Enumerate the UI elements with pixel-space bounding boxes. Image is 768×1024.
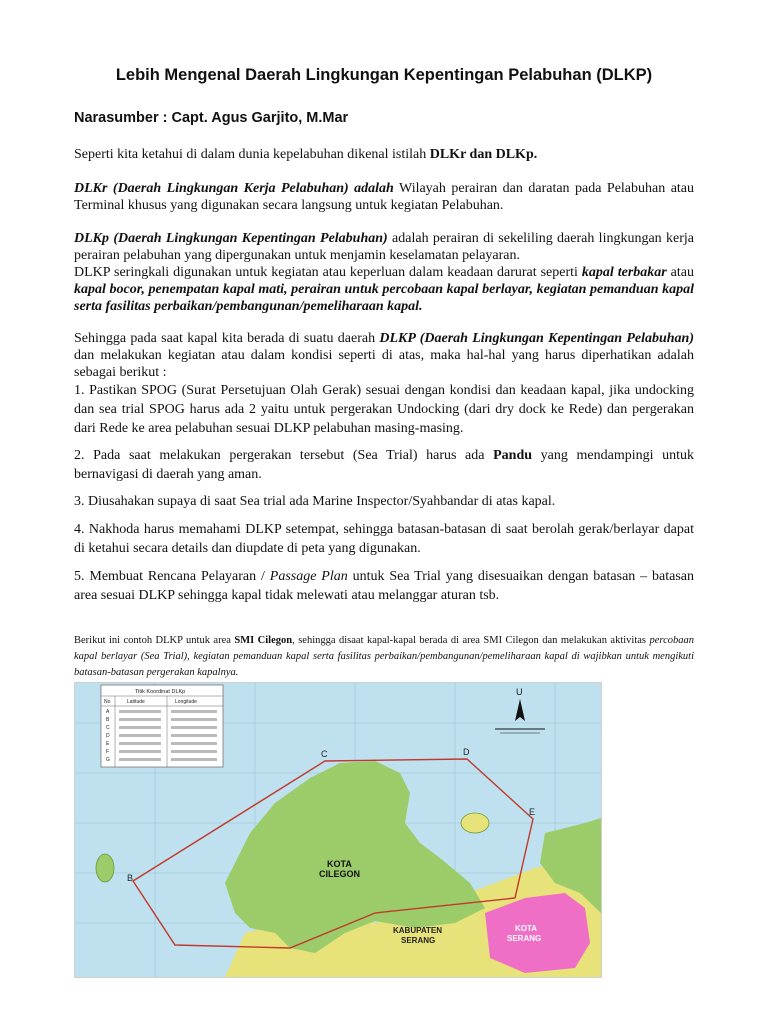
table-row-letter: F	[106, 749, 110, 755]
item5-text: 5. Membuat Rencana Pelayaran /	[74, 569, 270, 584]
list-item-5	[74, 567, 694, 605]
intro-bold: DLKr dan DLKp.	[429, 147, 538, 162]
table-row-letter: D	[106, 733, 110, 739]
item2-rest: yang mendampingi untuk bernavigasi di daerah yang aman.	[74, 448, 695, 482]
dlkp-map-image	[74, 682, 602, 978]
dlkr-definition: Wilayah perairan dan daratan pada Pelabuhan atau Terminal khusus yang digunakan secara langsung untuk kegiatan Pelabuhan.	[74, 181, 695, 213]
list-item-1: 1. Pastikan SPOG (Surat Persetujuan Olah Gerak) sesuai dengan kondisi dan keadaan kapal, jika undocking dan sea trial SPOG harus ada 2 yaitu untuk pergerakan Undocking (dari dry dock ke Rede) dan pergerakan dari Rede ke area pelabuhan sesuai DLKP pelabuhan masing-masing.	[74, 383, 694, 436]
region-serang-label-1: KABUPATEN	[393, 926, 443, 935]
item2-bold: Pandu	[493, 448, 533, 463]
point-e-label: E	[529, 807, 536, 817]
table-row-letter: A	[106, 709, 110, 715]
city-cilegon-label-1: KOTA	[327, 859, 352, 869]
intro-text: Seperti kita ketahui di dalam dunia kepelabuhan dikenal istilah	[74, 147, 430, 162]
sehingga-text: Sehingga pada saat kapal kita berada di suatu daerah	[74, 331, 380, 346]
table-col-longitude: Longitude	[175, 699, 197, 705]
caption-mid: , sehingga disaat kapal-kapal berada di area SMI Cilegon dan melakukan aktivitas	[292, 635, 650, 646]
table-row-letter: E	[106, 741, 110, 747]
point-c-label: C	[321, 749, 328, 759]
table-col-no: No	[104, 699, 111, 705]
author-line: Narasumber : Capt. Agus Garjito, M.Mar	[74, 110, 349, 126]
table-title: Titik Koordinat DLKp	[135, 689, 186, 695]
table-row-letter: C	[106, 725, 110, 731]
coordinates-table	[101, 685, 223, 767]
caption-text: Berikut ini contoh DLKP untuk area	[74, 635, 235, 646]
list-item-3: 3. Diusahakan supaya di saat Sea trial ada Marine Inspector/Syahbandar di atas kapal.	[74, 494, 556, 509]
island-1	[461, 813, 489, 833]
dlkr-paragraph	[74, 180, 694, 214]
dlkp-term: DLKp (Daerah Lingkungan Kepentingan Pelabuhan)	[74, 231, 388, 246]
table-row-letter: G	[106, 757, 110, 763]
list-item-4: 4. Nakhoda harus memahami DLKP setempat, sehingga batasan-batasan di saat berolah gerak/berlayar dapat di ketahui secara details dan diupdate di peta yang digunakan.	[74, 522, 694, 556]
dlkp-usage-term2: kapal bocor, penempatan kapal mati, perairan untuk percobaan kapal berlayar, kegiatan pemanduan kapal serta fasilitas perbaikan/pembangunan/pemeliharaan kapal.	[74, 282, 694, 314]
list-item-2	[74, 446, 694, 484]
dlkp-usage-text: DLKP seringkali digunakan untuk kegiatan atau keperluan dalam keadaan darurat seperti	[74, 265, 582, 280]
dlkp-usage-term1: kapal terbakar	[581, 265, 667, 280]
dlkp-paragraph	[74, 230, 694, 315]
city-serang-label-2: SERANG	[507, 934, 542, 943]
sehingga-rest: dan melakukan kegiatan atau dalam kondisi seperti di atas, maka hal-hal yang harus diperhatikan adalah sebagai berikut :	[74, 348, 694, 380]
city-cilegon-label-2: CILEGON	[319, 869, 361, 879]
island-2	[96, 854, 114, 882]
caption-bold: SMI Cilegon	[234, 635, 293, 646]
item5-italic: Passage Plan	[269, 569, 348, 584]
compass-label: U	[516, 687, 523, 697]
region-serang-label-2: SERANG	[401, 936, 436, 945]
point-b-label: B	[127, 873, 134, 883]
item2-text: 2. Pada saat melakukan pergerakan tersebut (Sea Trial) harus ada	[74, 448, 494, 463]
dlkp-usage-atau: atau	[666, 265, 695, 280]
sehingga-paragraph	[74, 330, 694, 381]
item5-rest: untuk Sea Trial yang disesuaikan dengan batasan – batasan area sesuai DLKP sehingga kapal tidak melewati atau melanggar aturan tsb.	[74, 569, 694, 603]
table-row-letter: B	[106, 717, 110, 723]
dlkr-term: DLKr (Daerah Lingkungan Kerja Pelabuhan) adalah	[74, 181, 394, 196]
map-svg	[75, 683, 601, 977]
dlkp-definition: adalah perairan di sekeliling daerah lingkungan kerja perairan pelabuhan yang dipergunakan untuk menjamin keselamatan pelayaran.	[74, 231, 694, 263]
map-caption	[74, 633, 694, 681]
caption-italic: percobaan kapal berlayar (Sea Trial), kegiatan pemanduan kapal serta fasilitas perbaikan/pembangunan/pemeliharaan kapal di wajibkan untuk mengikuti batasan-batasan pergerakan kapalnya.	[74, 635, 694, 678]
intro-paragraph	[74, 146, 694, 163]
sehingga-term: DLKP (Daerah Lingkungan Kepentingan Pelabuhan)	[379, 331, 694, 346]
city-serang-label-1: KOTA	[515, 924, 538, 933]
point-d-label: D	[463, 747, 470, 757]
document-title: Lebih Mengenal Daerah Lingkungan Kepentingan Pelabuhan (DLKP)	[115, 66, 653, 84]
table-col-latitude: Latitude	[127, 699, 145, 705]
